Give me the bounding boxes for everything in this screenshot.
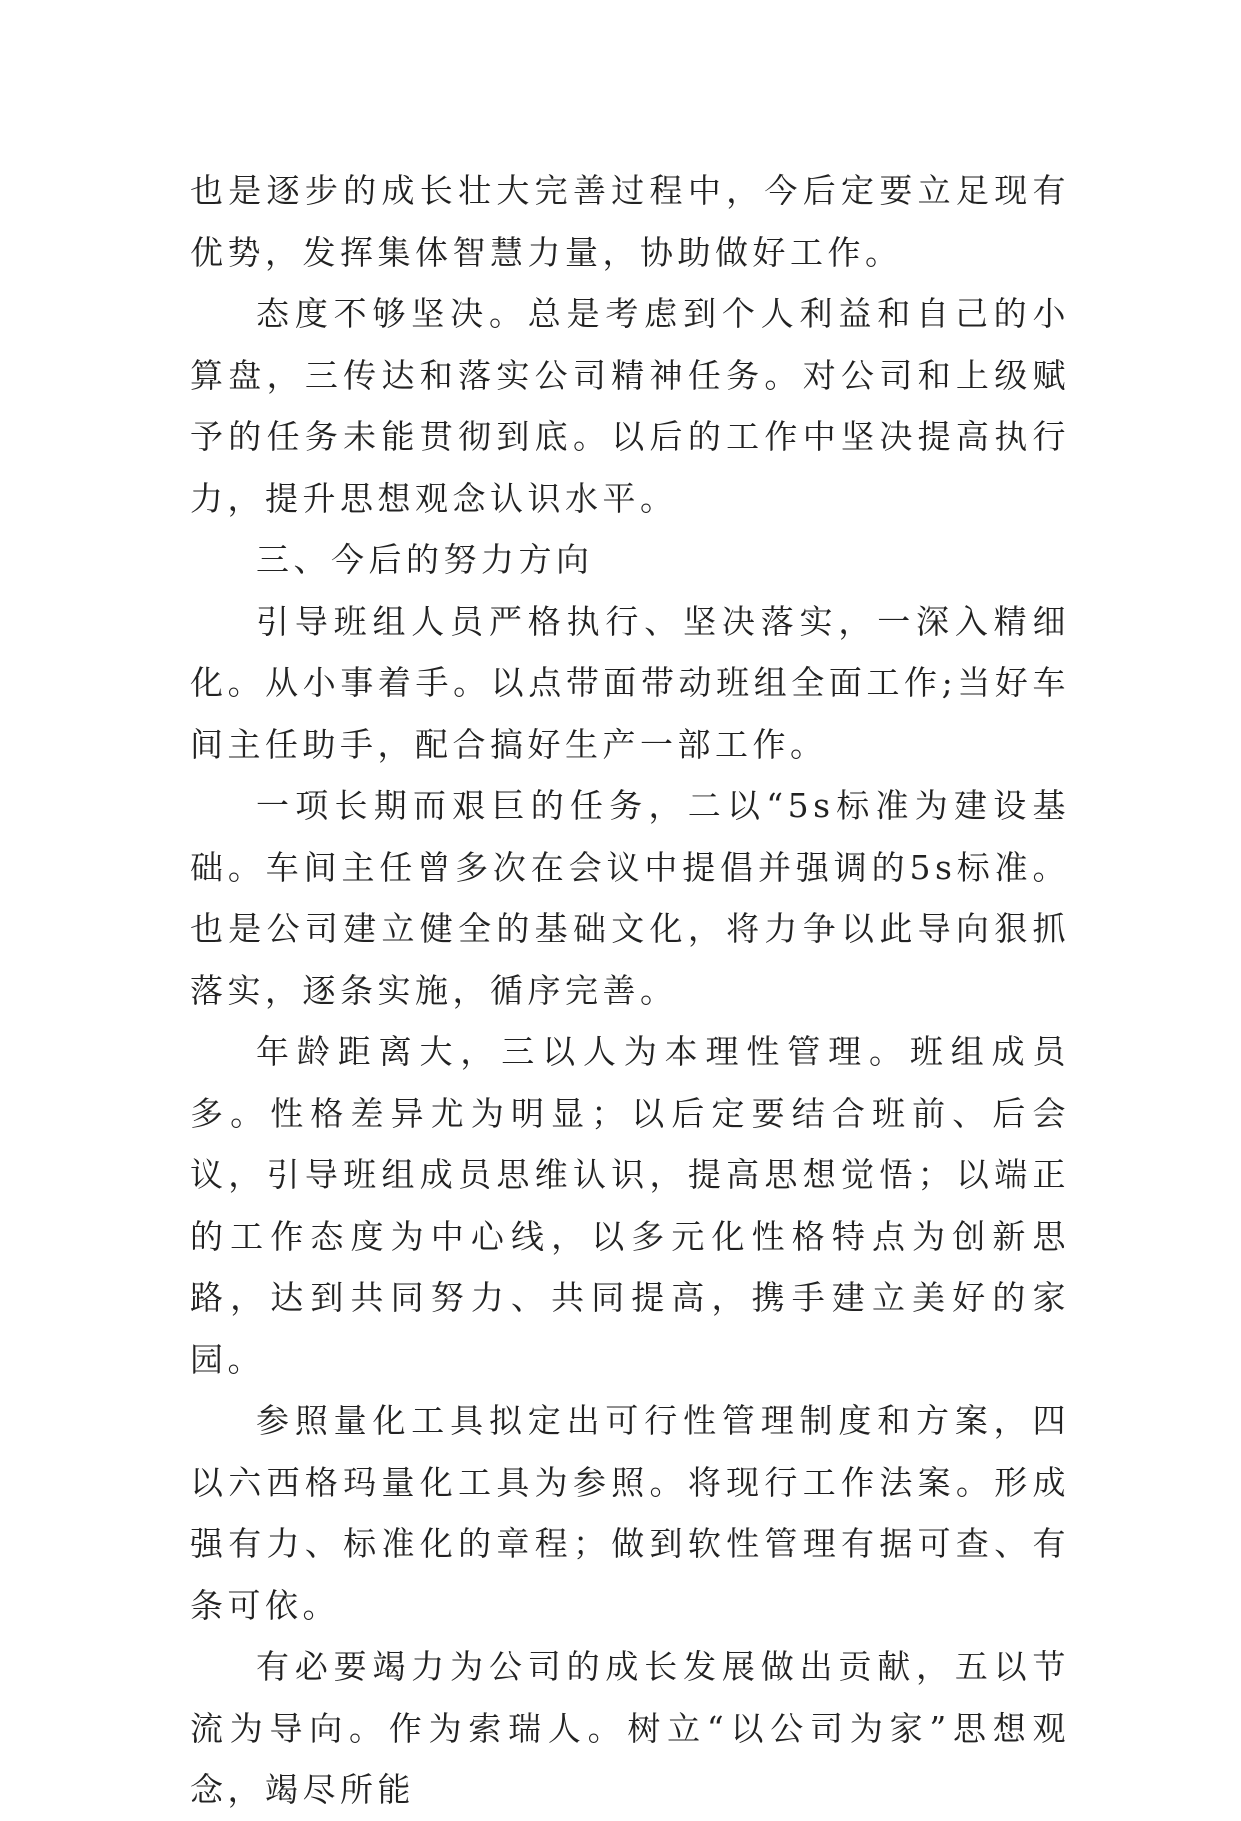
document-body: [190, 160, 1070, 1821]
paragraph-3: 引导班组人员严格执行、坚决落实，一深入精细化。从小事着手。以点带面带动班组全面工作;当好车间主任助手，配合搞好生产一部工作。: [190, 601, 1070, 764]
paragraph-5: 年龄距离大，三以人为本理性管理。班组成员多。性格差异尤为明显；以后定要结合班前、后会议，引导班组成员思维认识，提高思想觉悟；以端正的工作态度为中心线，以多元化性格特点为创新思路，达到共同努力、共同提高，携手建立美好的家园。: [190, 1032, 1070, 1379]
section-heading: 三、今后的努力方向: [256, 540, 594, 579]
paragraph-6: 参照量化工具拟定出可行性管理制度和方案，四以六西格玛量化工具为参照。将现行工作法案。形成强有力、标准化的章程；做到软性管理有据可查、有条可依。: [190, 1401, 1070, 1625]
paragraph-4: 一项长期而艰巨的任务，二以“5s标准为建设基础。车间主任曾多次在会议中提倡并强调的5s标准。也是公司建立健全的基础文化，将力争以此导向狠抓落实，逐条实施，循序完善。: [190, 786, 1070, 1010]
paragraph-1: 也是逐步的成长壮大完善过程中，今后定要立足现有优势，发挥集体智慧力量，协助做好工作。: [190, 171, 1070, 272]
paragraph-2: 态度不够坚决。总是考虑到个人利益和自己的小算盘，三传达和落实公司精神任务。对公司和上级赋予的任务未能贯彻到底。以后的工作中坚决提高执行力，提升思想观念认识水平。: [190, 294, 1070, 518]
paragraph-7: 有必要竭力为公司的成长发展做出贡献，五以节流为导向。作为索瑞人。树立“以公司为家”思想观念，竭尽所能: [190, 1647, 1070, 1809]
